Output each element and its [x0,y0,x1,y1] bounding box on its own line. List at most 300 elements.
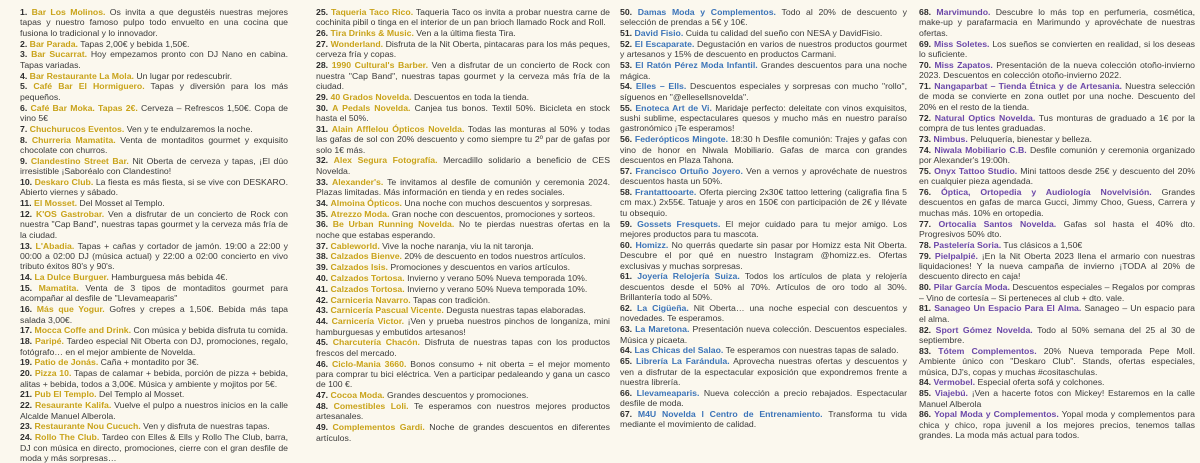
business-description: Tapas de calamar + bebida, porción de pizza + bebida, alitas + bebida, todos a 3,00€. Música y ambiente y mojitos por 5€. [20,368,289,389]
list-item [620,271,907,302]
list-item [919,166,1195,187]
business-name: Alain Afflelou Ópticos Novelda. [331,123,465,134]
business-name: Nimbus. [933,133,968,144]
business-description: Nit Oberta de cerveza y tapas, ¡El dúo irresistible ¡Saboréalo con Clandestino! [20,155,289,177]
business-name: Café Bar Moka. Tapas 2€. [30,102,138,113]
business-name: K'OS Gastrobar. [35,209,105,220]
business-name: Más que Yogur. [36,304,105,315]
list-item [20,177,288,198]
business-name: Cocoa Moda. [330,390,385,401]
business-description: Tapas con tradición. [412,294,491,305]
business-description: Os invita a que degustéis nuestras mejores tapas y nuestro famoso pulpo todo envuelto en una cocina que fusiona lo tradicional y lo innovador. [20,7,288,38]
list-item [919,60,1195,81]
entry-number: 3. [20,49,28,60]
business-description: Bonos consumo + nit oberta = el mejor momento para comprar tu bici eléctrica. Ven a participar pedaleando y gana un casco de 100 €. [316,358,610,390]
entry-number: 49. [316,422,329,433]
entry-number: 53. [620,60,633,71]
entry-number: 12. [20,209,33,220]
business-description: ¡En la Nit Oberta 2023 llena el armario con nuestras liquidaciones! Y la nueva campaña de invierno ¡TODA al 20% de descuento directo en caja! [919,250,1195,282]
list-item [316,92,610,102]
business-description: Todas las monturas al 50% y todas las gafas de sol con 20% descuento y como siempre tu 2º par de gafas por solo 1€ más. [316,123,610,155]
business-description: Tardeo especial Nit Oberta con DJ, promociones, regalo, fotógrafo… en el mejor ambiente de Novelda. [20,336,288,357]
business-name: Bar Parada. [29,38,78,49]
entry-number: 9. [20,155,28,166]
business-name: Comestibles Loli. [333,401,409,412]
entry-number: 68. [919,7,932,17]
list-item [620,39,907,60]
business-name: Complementos Gardi. [332,422,425,433]
entry-number: 37. [316,240,329,251]
business-name: Las Chicas del Salao. [634,345,724,356]
business-name: Restaurante Nou Cucuch. [34,421,141,432]
business-description: Invierno y verano 50% Nueva temporada 10%. [407,273,588,284]
entry-number: 13. [20,240,33,251]
list-item [20,357,288,367]
business-description: Ven a disfrutar de un concierto de Rock con nuestra "Cap Band", nuestras tapas gourmet y la cerveza más fría de la ciudad. [316,60,610,92]
business-description: Ven y disfruta de nuestras tapas. [143,421,270,432]
business-name: Miss Soletes. [933,38,990,49]
list-item [316,401,610,422]
list-item [20,304,288,325]
entry-number: 8. [20,134,28,145]
business-name: Frantattooarte. [635,187,697,198]
list-item [20,81,288,102]
business-description: Tus monturas de graduado a 1€ por la compra de tus lentes graduadas. [919,112,1195,134]
entry-number: 38. [316,251,329,262]
business-name: Deskaro Club. [34,177,94,188]
business-name: Clandestino Street Bar. [30,155,129,166]
list-item [316,124,610,155]
entry-number: 28. [316,60,329,71]
business-name: 1990 Cultural's Barber. [331,60,428,71]
business-description: Gran noche con descuentos, promociones y sorteos. [391,208,596,219]
list-item [316,198,610,208]
business-description: Presentación de la nueva colección otoño-invierno 2023. Descuentos en colección otoño-invierno 2022. [919,59,1196,81]
list-item [620,356,907,387]
business-description: Descuentos en toda la tienda. [414,91,529,102]
business-name: Charcutería Chacón. [332,337,420,348]
business-name: Francisco Ortuño Joyero. [635,165,743,176]
business-name: Bar Los Molinos. [31,7,106,17]
business-description: Hamburguesa más bebida 4€. [111,272,228,283]
business-description: Maridaje perfecto: deleitate con vinos exquisitos, sushi sublime, espectaculares quesos y mucho más en nuestro paraíso gastronómico ¡Te esperamos! [620,102,907,134]
entry-number: 47. [316,390,329,401]
list-item [20,124,288,134]
business-description: Presentación nueva colección. Descuentos especiales. Música y picaeta. [620,324,907,345]
entry-number: 33. [316,176,329,187]
entry-number: 44. [316,316,329,327]
entry-number: 82. [919,324,932,335]
business-description: Todos los artículos de plata y relojería descuentos desde el 50% al 70%. Artículos de oro todo al 30%. Brillantería todo al 50%. [620,271,907,303]
business-description: Tapas 2,00€ y bebida 1,50€. [80,38,190,49]
business-description: Nit Oberta… una noche especial con descuentos y novedades. Te esperamos. [620,303,907,324]
entry-number: 67. [620,409,633,420]
business-description: Mercadillo solidario a beneficio de CES Novelda. [316,155,610,176]
list-item [919,145,1195,166]
list-item [620,388,907,409]
entry-number: 32. [316,155,329,166]
entry-number: 56. [620,134,633,145]
entry-number: 71. [919,81,932,92]
directory-column-2 [316,0,611,443]
business-description: Tardeo con Elles & Ells y Rollo The Club, barra, DJ con música en directo, promociones, cierre con el gran desfile de moda y más sorpresas… [20,432,289,463]
business-description: ¡Ven a hacerte fotos con Mickey! Estaremos en la calle Manuel Alberola [919,388,1196,409]
list-item [316,305,610,315]
list-item [919,219,1195,240]
list-item [919,282,1195,303]
entry-number: 62. [620,303,633,314]
business-name: La Cigüeña. [637,303,689,314]
list-item [919,251,1195,282]
list-item [20,71,288,81]
business-name: Gossets Fresquets. [637,218,721,229]
list-item [316,390,610,400]
business-name: Mocca Coffe and Drink. [34,325,132,336]
list-item [316,177,610,198]
business-name: Enoteca Art de Vi. [635,102,712,113]
business-description: Mini tattoos desde 25€ y descuento del 20% en cualquier pieza agendada. [919,165,1195,187]
list-item [316,295,610,305]
entry-number: 19. [20,357,33,368]
list-item [919,325,1195,346]
entry-number: 1. [20,7,28,17]
list-item [919,388,1195,409]
list-item [20,336,288,357]
entry-number: 46. [316,358,329,369]
entry-number: 20. [20,368,33,379]
business-description: Degustación en varios de nuestros productos gourmet y artesanos y 15% de descuento en productos Carmani. [620,39,908,60]
business-description: No te pierdas nuestras ofertas en la noche que estabas esperando. [316,219,610,240]
business-name: Damas Moda y Complementos. [637,7,776,17]
list-item [20,283,288,304]
list-item [316,28,610,38]
business-description: Invierno y verano 50% Nueva temporada 10%. [407,283,588,294]
list-item [316,60,610,91]
entry-number: 52. [620,39,633,49]
business-name: Café Bar El Hormiguero. [33,81,145,92]
business-description: Caña + montadito por 3€. [100,357,199,368]
entry-number: 17. [20,325,33,336]
business-name: Pub El Templo. [34,389,97,400]
list-item [620,60,907,81]
entry-number: 26. [316,28,329,39]
entry-number: 11. [20,198,32,209]
business-description: Todo al 20% de descuento y selección de prendas a 5€ y 10€. [620,7,907,28]
business-name: Carnicería Victor. [331,316,405,327]
business-name: Joyería Relojería Suiza. [637,271,740,282]
business-description: Te esperamos con nuestros mejores productos artesanales. [316,401,610,422]
entry-number: 24. [20,432,33,443]
entry-number: 29. [316,91,329,102]
entry-number: 42. [316,294,329,305]
business-description: Sanageo – Un espacio para el alma. [919,303,1195,324]
business-name: Tira Drinks & Music. [330,28,414,39]
entry-number: 78. [919,239,932,250]
business-description: Nuestra selección de moda se convierte en zona outlet por una noche. Descuento del 20% en el resto de la tienda. [919,81,1195,112]
business-name: A Pedals Novelda. [332,102,411,113]
list-item [919,303,1195,324]
business-name: M4U Novelda l Centro de Entrenamiento. [637,409,823,420]
entry-number: 72. [919,112,932,123]
business-description: Degusta nuestras tapas elaboradas. [446,305,586,316]
business-description: Noche de grandes descuentos en diferentes artículos. [316,422,610,443]
list-item [919,187,1195,218]
business-name: Chuchurucos Eventos. [29,123,125,134]
business-description: Una noche con muchos descuentos y sorpresas. [404,197,593,208]
business-description: Ven y te endulzaremos la noche. [126,123,253,134]
business-name: Nangaparbat – Tienda Étnica y de Artesania. [934,81,1122,92]
list-item [20,103,288,124]
list-item [620,7,907,28]
list-item [316,284,610,294]
business-name: Óptica, Ortopedia y Audiología Novelvisión. [941,187,1152,198]
business-description: Grandes descuentos en gafas de marca Gucci, Jimmy Choo, Guess, Carrera y muchas más. 10% en ortopedia. [919,187,1195,218]
entry-number: 22. [20,400,33,411]
business-description: Promociones y descuentos en varios artículos. [390,262,571,273]
business-name: Sport Gómez Novelda. [935,324,1033,335]
entry-number: 39. [316,262,329,273]
entry-number: 31. [316,123,329,134]
entry-number: 5. [20,81,28,92]
business-name: Calzados Tortosa. [330,283,405,294]
business-name: Librería La Farándula. [635,356,730,367]
business-name: Alex Segura Fotografía. [333,155,438,166]
list-item [919,346,1195,377]
business-name: Pilar García Moda. [933,282,1010,293]
business-description: Taqueria Taco os invita a probar nuestra carne de cochinita pibil o tinga en el interior de un pan brioch llamado Rock and Roll. [316,7,610,28]
business-description: Un lugar por redescubrir. [136,70,232,81]
entry-number: 65. [620,356,633,367]
entry-number: 14. [20,272,33,283]
list-item [20,389,288,399]
entry-number: 83. [919,345,932,356]
list-item [620,219,907,240]
business-name: Pastelería Soria. [933,239,1002,250]
business-description: 20% Nueva temporada Pepe Moll. Ambiente único con "Deskaro Club". Stands, ofertas especiales, música, DJ's, copas y muchas #cositaschulas. [919,345,1195,377]
list-item [20,135,288,156]
list-item [620,187,907,218]
list-item [316,209,610,219]
business-description: Venta de 3 tipos de montaditos gourmet para acompañar al desfile de "Llevameaparis" [20,283,288,304]
entry-number: 16. [20,304,33,315]
list-item [919,240,1195,250]
entry-number: 15. [20,283,33,294]
business-name: Taqueria Taco Rico. [330,7,414,17]
business-description: No querrás quedarte sin pasar por Homizz esta Nit Oberta. Descubre el por qué en nuestro Instagram @homizz.es. Ofertas exclusivas y muchas sorpresas. [620,239,907,271]
business-name: Yopal Moda y Complementos. [934,409,1059,420]
business-name: Patio de Jonás. [34,357,99,368]
entry-number: 70. [919,59,932,70]
entry-number: 4. [20,70,28,81]
list-item [316,359,610,390]
business-description: 20% de descuento en todos nuestros artículos. [404,251,586,262]
list-item [919,134,1195,144]
business-description: Tapas y diversión para los más pequeños. [20,81,288,102]
list-item [620,240,907,271]
business-description: Canjea tus bonos. Textil 50%. Bicicleta en stock hasta el 50%. [316,102,610,124]
business-name: 40 Grados Novelda. [330,91,412,102]
business-name: Cableworld. [330,240,380,251]
business-description: Grandes descuentos para una noche mágica. [620,60,907,81]
entry-number: 43. [316,305,329,316]
business-description: Hoy empezamos pronto con DJ Nano en cabina. Tapas variadas. [20,49,288,70]
list-item [316,39,610,60]
business-description: Descuentos especiales – Regalos por compras – Vino de cortesía – Si perteneces al club + dto. vale. [919,282,1195,303]
business-description: Desfile comunión y ceremonia organizado por Alexander's 19:00h. [919,144,1195,166]
business-name: Miss Zapatos. [934,59,993,70]
list-item [620,303,907,324]
list-item [620,81,907,102]
directory-column-3 [620,0,907,429]
list-item [20,39,288,49]
list-item [919,113,1195,134]
list-item [620,409,907,430]
list-item [919,377,1195,387]
business-name: La Dulce Burguer. [34,272,109,283]
business-name: Bar Restaurante La Mola. [29,70,134,81]
business-description: La fiesta es más fiesta, si se vive con DESKARO. Abierto viernes y sábado. [20,177,288,198]
business-description: Disfruta de la Nit Oberta, pintacaras para los más peques, cerveza fría y copas. [316,39,610,60]
business-description: Te esperamos con nuestras tapas de salado. [725,345,899,356]
business-name: Calzados Isis. [330,262,388,273]
list-item [919,409,1195,440]
business-name: Mamatita. [38,283,79,294]
entry-number: 59. [620,218,633,229]
business-description: Descubre lo más top en perfumeria, cosmética, make-up y parafarmacia en Marimundo y aprovéchate de nuestras ofertas. [919,7,1195,38]
business-description: Gafas sol hasta el 40% dto. Progresivos 50% dto. [919,218,1195,240]
business-description: Tus clásicos a 1,50€ [1003,239,1083,250]
list-item [620,134,907,165]
entry-number: 35. [316,208,329,219]
entry-number: 54. [620,81,633,92]
business-name: Calzados Bienve. [330,251,402,262]
entry-number: 55. [620,102,633,113]
business-description: Grandes descuentos y promociones. [386,390,529,401]
list-item [316,241,610,251]
business-description: Ven a disfrutar de un concierto de Rock con nuestra "Cap Band", nuestras tapas gourmet y la cerveza más fría de la ciudad. [20,209,289,240]
entry-number: 40. [316,273,329,284]
entry-number: 36. [316,219,329,230]
business-name: Viajebú. [934,388,968,399]
list-item [316,251,610,261]
business-description: Ven a vernos y aprovéchate de nuestros descuentos hasta un 50%. [620,165,907,187]
business-name: Almoina Ópticos. [330,197,402,208]
entry-number: 18. [20,336,33,347]
entry-number: 25. [316,7,329,17]
business-description: Oferta piercing 2x30€ tattoo lettering (caligrafia fina 5 cm max.) 2x55€. Tatuaje y aros en 150€ con participación de 2€ y llévate tu obsequio. [620,187,907,218]
list-item [316,155,610,176]
business-description: Cerveza – Refrescos 1,50€. Copa de vino 5€ [20,102,288,124]
entry-number: 79. [919,250,932,261]
business-description: Vuelve el pulpo a nuestros inicios en la calle Alcalde Manuel Alberola. [20,400,289,421]
list-item [316,422,610,443]
business-name: Tótem Complementos. [938,345,1037,356]
entry-number: 6. [20,102,28,113]
business-description: Peluquería, bienestar y belleza. [970,133,1092,144]
business-description: Descuentos especiales y sorpresas con mucho "rollo", síguenos en "@ellesellsnovelda". [620,81,907,102]
entry-number: 74. [919,144,932,155]
list-item [620,28,907,38]
entry-number: 61. [620,271,633,282]
entry-number: 73. [919,133,932,144]
business-description: Especial oferta sofá y colchones. [977,377,1105,388]
business-name: El Escaparate. [634,39,695,49]
entry-number: 85. [919,388,932,399]
business-description: Venta de montaditos gourmet y exquisito chocolate con churros. [20,134,289,156]
business-description: Nueva colección a precio rebajados. Espectacular desfile de moda. [620,387,908,409]
list-item [20,368,288,389]
list-item [919,81,1195,112]
list-item [20,7,288,38]
business-description: Del Mosset al Templo. [79,198,165,209]
entry-number: 81. [919,303,932,314]
entry-number: 75. [919,165,932,176]
business-name: Elles – Ells. [635,81,687,92]
business-name: Calzados Tortosa. [330,273,405,284]
business-description: Vive la noche naranja, viu la nit taronja. [382,240,534,251]
list-item [20,198,288,208]
business-name: Paripé. [34,336,64,347]
business-name: Bar Sucarrat. [31,49,88,60]
list-item [620,345,907,355]
entry-number: 34. [316,197,329,208]
entry-number: 76. [919,187,932,198]
business-description: Transforma tu vida mediante el movimiento de calidad. [620,409,907,430]
business-name: Atrezzo Moda. [330,208,390,219]
entry-number: 63. [620,324,633,335]
list-item [316,103,610,124]
business-name: Pizza 10. [34,368,72,379]
list-item [20,156,288,177]
entry-number: 41. [316,283,329,294]
list-item [620,324,907,345]
list-item [20,49,288,70]
list-item [919,7,1195,38]
business-description: Disfruta de nuestras tapas con los productos frescos del mercado. [316,337,611,358]
list-item [316,273,610,283]
business-name: Federópticos Mingote. [634,134,728,145]
list-item [20,325,288,335]
entry-number: 48. [316,401,329,412]
entry-number: 86. [919,409,932,420]
business-description: Todo al 50% semana del 25 al 30 de septiembre. [919,324,1195,346]
entry-number: 30. [316,102,329,113]
entry-number: 51. [620,28,633,39]
business-name: Marvimundo. [936,7,991,17]
entry-number: 45. [316,337,329,348]
business-name: Resaurante Kalifa. [34,400,112,411]
business-description: ¡Ven y prueba nuestros pinchos de longaniza, mini hamburguesas y embutidos artesanos! [316,316,610,337]
entry-number: 57. [620,165,633,176]
business-description: Yopal moda y complementos para chica y chico, ropa juvenil a los mejores precios, tenemos tallas grandes. La moda más actual para todos. [919,409,1195,441]
business-name: El Mosset. [34,198,77,209]
list-item [316,337,610,358]
entry-number: 21. [20,389,33,400]
business-name: Rollo The Club. [34,432,100,443]
list-item [20,432,288,463]
business-description: Con música y bebida disfruta tu comida. [133,325,288,336]
entry-number: 80. [919,282,932,293]
business-name: Pielpalpié. [934,250,978,261]
business-name: Sanageo Un Espacio Para El Alma. [934,303,1082,314]
business-name: Niwala Mobiliario C.B. [934,144,1027,155]
business-description: El mejor cuidado para tu mejor amigo. Los mejores productos para tu mascota. [620,218,908,240]
entry-number: 7. [20,123,28,134]
list-item [20,400,288,421]
list-item [20,421,288,431]
business-description: Del Templo al Mosset. [99,389,185,400]
business-name: El Ratón Pérez Moda Infantil. [635,60,758,71]
